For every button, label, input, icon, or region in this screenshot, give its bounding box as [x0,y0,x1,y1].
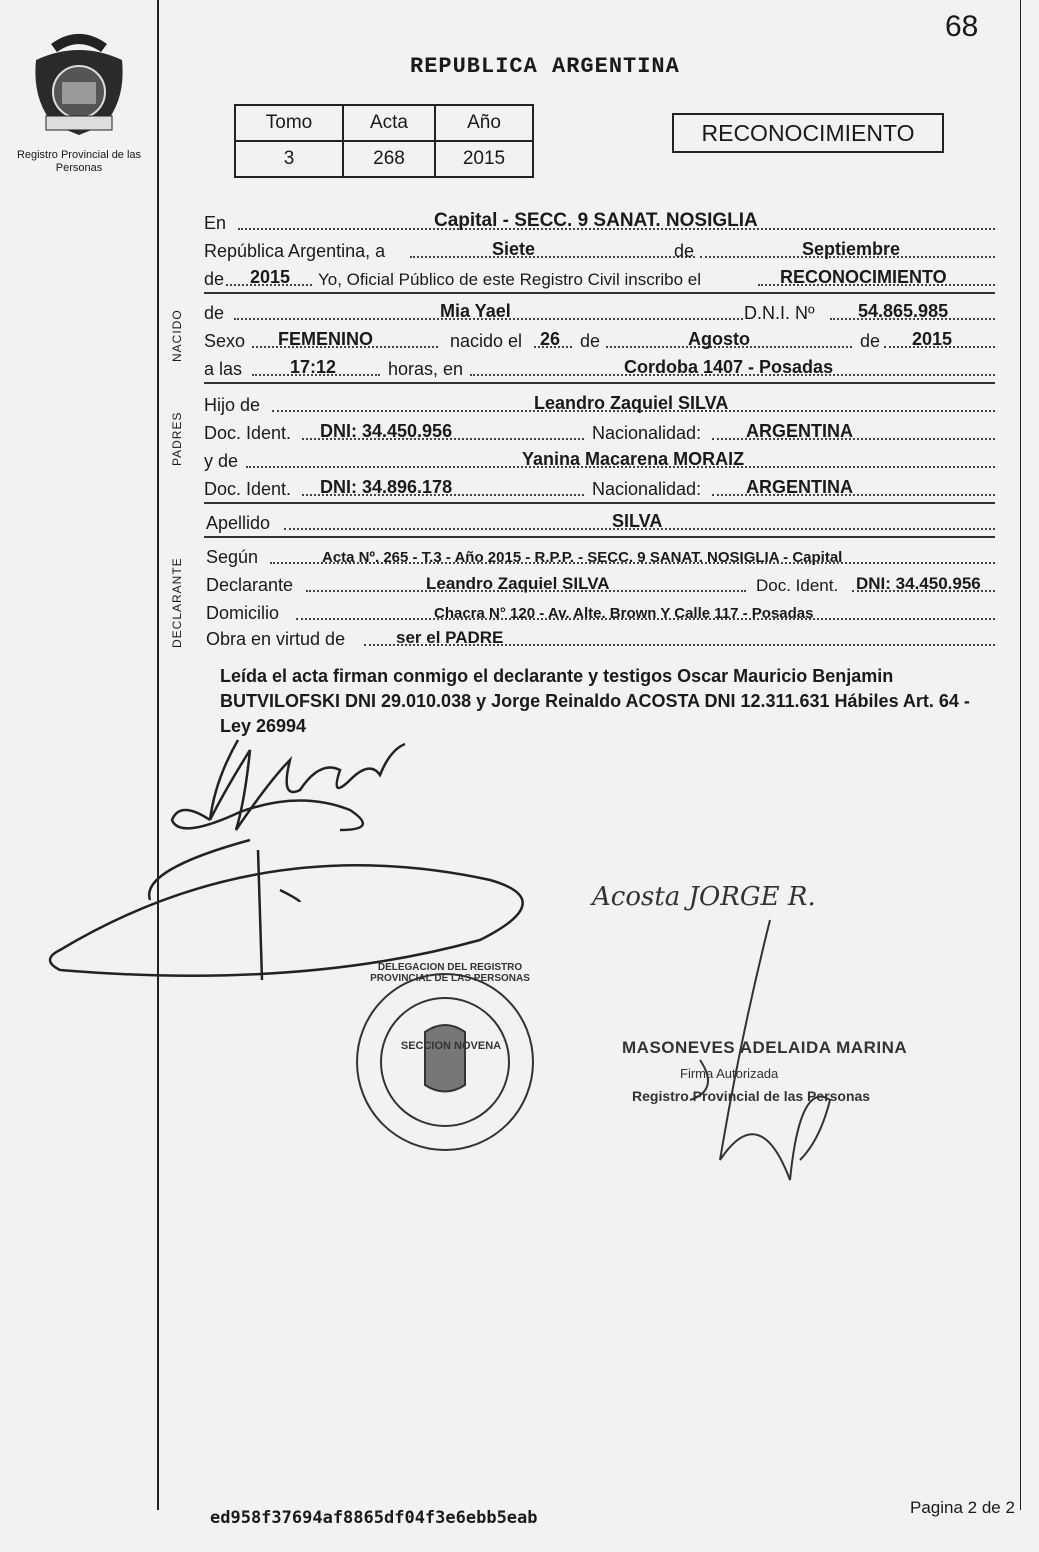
declarant-signature [50,740,523,980]
reference-act-value: Acta Nº. 265 - T.3 - Año 2015 - R.P.P. - SECC. 9 SANAT. NOSIGLIA - Capital [322,549,843,566]
registry-seal [357,974,533,1150]
section-divider [204,292,995,294]
birth-month-value: Agosto [688,329,750,349]
document-hash: ed958f37694af8865df04f3e6ebb5eab [210,1508,538,1528]
official-registry: Registro Provincial de las Personas [632,1088,871,1104]
surname-value: SILVA [612,511,663,531]
row-name: de Mia Yael D.N.I. Nº 54.865.985 [204,300,995,324]
page-indicator: Pagina 2 de 2 [910,1498,1015,1517]
year-value: 2015 [250,267,291,287]
father-name-value: Leandro Zaquiel SILVA [534,393,729,413]
value-anio: 2015 [435,141,533,177]
logo-caption: Registro Provincial de las Personas [16,149,142,174]
value-tomo: 3 [235,141,343,177]
birth-time-value: 17:12 [290,357,337,377]
document-title: REPUBLICA ARGENTINA [410,54,680,79]
side-label-padres: PADRES [170,411,184,466]
row-segun: Según Acta Nº. 265 - T.3 - Año 2015 - R.P.P. - SECC. 9 SANAT. NOSIGLIA - Capital [204,544,995,568]
father-nationality-value: ARGENTINA [746,421,853,441]
month-value: Septiembre [802,239,901,259]
page-number: 68 [945,10,979,43]
header-acta: Acta [343,105,435,141]
section-divider [204,382,995,384]
reference-table [234,104,534,178]
father-dni-value: DNI: 34.450.956 [320,421,453,441]
act-type-box: RECONOCIMIENTO [672,113,944,153]
header-anio: Año [435,105,533,141]
row-surname: Apellido SILVA [204,510,995,534]
sex-value: FEMENINO [278,329,374,349]
registration-type-value: RECONOCIMIENTO [780,267,947,287]
official-title: Firma Autorizada [680,1066,779,1081]
registry-logo [14,30,144,175]
row-sex: Sexo FEMENINO nacido el 26 de Agosto de 2015 [204,328,995,352]
birth-place-value: Cordoba 1407 - Posadas [624,357,834,377]
row-father-doc: Doc. Ident. DNI: 34.450.956 Nacionalidad: ARGENTINA [204,420,995,444]
misiones-coat-of-arms-icon [24,30,134,140]
row-year: de 2015 Yo, Oficial Público de este Registro Civil inscribo el RECONOCIMIENTO [204,266,995,290]
declarant-name-value: Leandro Zaquiel SILVA [426,574,610,593]
row-mother: y de Yanina Macarena MORAIZ [204,448,995,472]
header-tomo: Tomo [235,105,343,141]
signatures-layer [0,720,1039,1190]
witness-handwriting: Acosta JORGE R. [592,882,816,912]
child-dni-value: 54.865.985 [858,301,949,321]
seal-ring-text: DELEGACION DEL REGISTRO PROVINCIAL DE LAS PERSONAS [370,962,530,984]
place-value: Capital - SECC. 9 SANAT. NOSIGLIA [434,210,758,231]
row-obra: Obra en virtud de ser el PADRE [204,626,995,650]
side-label-nacido: NACIDO [170,309,184,362]
side-label-declarante: DECLARANTE [170,557,184,648]
row-en: En Capital - SECC. 9 SANAT. NOSIGLIA [204,210,995,234]
row-father: Hijo de Leandro Zaquiel SILVA [204,392,995,416]
relationship-value: ser el PADRE [396,628,504,647]
value-acta: 268 [343,141,435,177]
day-value: Siete [492,239,536,259]
section-divider [204,502,995,504]
mother-name-value: Yanina Macarena MORAIZ [522,449,745,469]
row-mother-doc: Doc. Ident. DNI: 34.896.178 Nacionalidad: ARGENTINA [204,476,995,500]
birth-year-value: 2015 [912,329,953,349]
address-value: Chacra N° 120 - Av. Alte. Brown Y Calle 117 - Posadas [434,605,814,622]
section-divider [204,536,995,538]
seal-inner-text: SECCION NOVENA [400,1040,502,1052]
row-date: República Argentina, a Siete de Septiembre [204,238,995,262]
mother-dni-value: DNI: 34.896.178 [320,477,453,497]
child-name-value: Mia Yael [440,301,511,321]
official-name: MASONEVES ADELAIDA MARINA [622,1038,908,1057]
mother-nationality-value: ARGENTINA [746,477,853,497]
closing-statement: Leída el acta firman conmigo el declarante y testigos Oscar Mauricio Benjamin BUTVILOFSKI DNI 29.010.038 y Jorge Reinaldo ACOSTA DNI 12.311.631 Hábiles Art. 64 - Ley 26994 [220,666,970,736]
declarant-dni-value: DNI: 34.450.956 [856,574,981,593]
row-address: Domicilio Chacra N° 120 - Av. Alte. Brown Y Calle 117 - Posadas [204,600,995,624]
birth-day-value: 26 [540,329,561,349]
row-declarant: Declarante Leandro Zaquiel SILVA Doc. Ident. DNI: 34.450.956 [204,572,995,596]
row-time: a las 17:12 horas, en Cordoba 1407 - Posadas [204,356,995,380]
